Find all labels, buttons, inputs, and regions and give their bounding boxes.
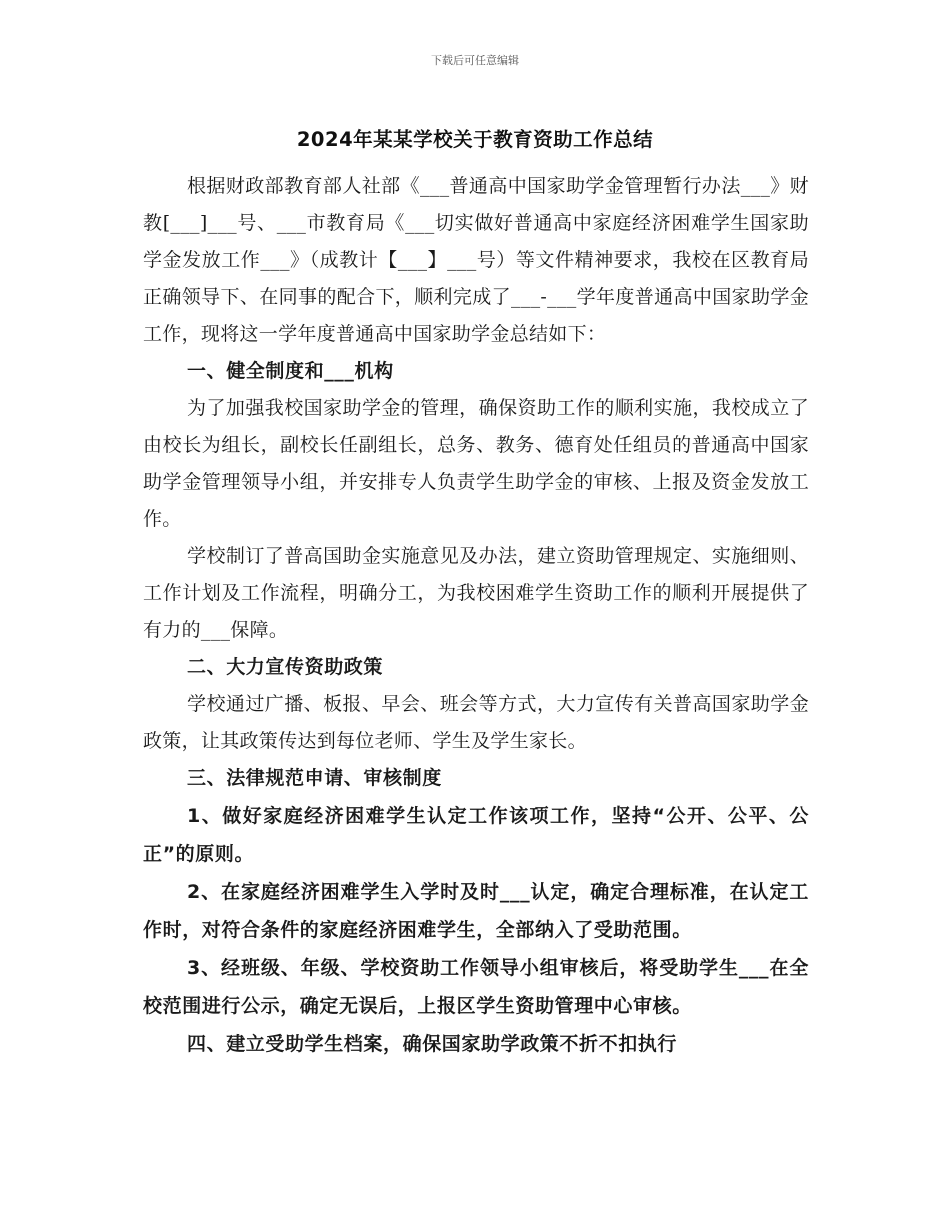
section-3-item-1: 1、做好家庭经济困难学生认定工作该项工作，坚持“公开、公平、公正”的原则。 [143, 805, 809, 865]
section-2-paragraph: 学校通过广播、板报、早会、班会等方式，大力宣传有关普高国家助学金政策，让其政策传达到每位老师、学生及学生家长。 [143, 693, 809, 752]
section-3-item-3: 3、经班级、年级、学校资助工作领导小组审核后，将受助学生___在全校范围进行公示，确定无误后，上报区学生资助管理中心审核。 [143, 957, 809, 1017]
section-heading-4: 四、建立受助学生档案，确保国家助学政策不折不扣执行 [187, 1033, 678, 1055]
section-1-paragraph-2: 学校制订了普高国助金实施意见及办法，建立资助管理规定、实施细则、工作计划及工作流程，明确分工，为我校困难学生资助工作的顺利开展提供了有力的___保障。 [143, 545, 809, 641]
section-1-paragraph-1: 为了加强我校国家助学金的管理，确保资助工作的顺利实施，我校成立了由校长为组长，副校长任副组长，总务、教务、德育处任组员的普通高中国家助学金管理领导小组，并安排专人负责学生助学金的审核、上报及资金发放工作。 [143, 397, 809, 530]
section-heading-3: 三、法律规范申请、审核制度 [187, 767, 442, 789]
document-body [143, 168, 809, 1063]
section-3-item-2: 2、在家庭经济困难学生入学时及时___认定，确定合理标准，在认定工作时，对符合条件的家庭经济困难学生，全部纳入了受助范围。 [143, 881, 809, 941]
section-heading-2: 二、大力宣传资助政策 [187, 656, 384, 678]
intro-paragraph: 根据财政部教育部人社部《___普通高中国家助学金管理暂行办法___》财教[___]___号、___市教育局《___切实做好普通高中家庭经济困难学生国家助学金发放工作___》（成教计【___】___号）等文件精神要求，我校在区教育局正确领导下、在同事的配合下，顺利完成了___-___学年度普通高中国家助学金工作，现将这一学年度普通高中国家助学金总结如下： [143, 175, 809, 345]
document-title: 2024年某某学校关于教育资助工作总结 [296, 128, 654, 151]
section-heading-1: 一、健全制度和___机构 [187, 360, 394, 382]
header-note: 下载后可任意编辑 [431, 54, 519, 67]
